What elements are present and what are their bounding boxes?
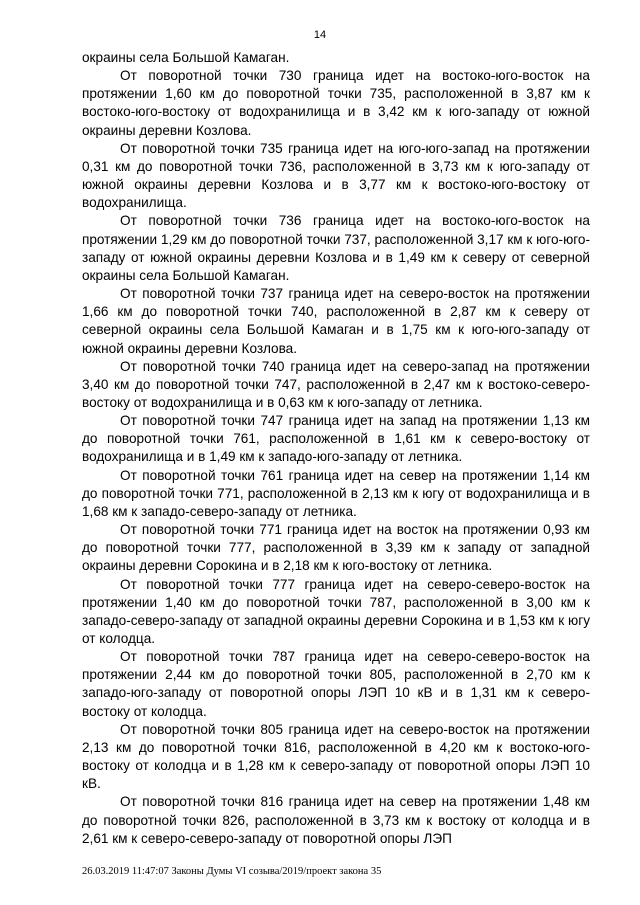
- paragraph: От поворотной точки 747 граница идет на запад на протяжении 1,13 км до поворотной точки 761, расположенной в 1,61 км к северо-востоку от водохранилища и в 1,49 км к западо-юго-западу от летника.: [82, 413, 590, 465]
- paragraph: От поворотной точки 737 граница идет на северо-восток на протяжении 1,66 км до поворотной точки 740, расположенной в 2,87 км к северу от северной окраины села Большой Камаган и в 1,75 км к юго-юго-западу от южной окраины деревни Козлова.: [82, 286, 590, 356]
- paragraph: От поворотной точки 740 граница идет на северо-запад на протяжении 3,40 км до поворотной точки 747, расположенной в 2,47 км к востоко-северо-востоку от водохранилища и в 0,63 км к юго-западу от летника.: [82, 358, 590, 410]
- paragraph: От поворотной точки 761 граница идет на север на протяжении 1,14 км до поворотной точки 771, расположенной в 2,13 км к югу от водохранилища и в 1,68 км к западо-северо-западу от летника.: [82, 467, 590, 519]
- document-body: [82, 49, 590, 848]
- paragraph: От поворотной точки 787 граница идет на северо-северо-восток на протяжении 2,44 км до поворотной точки 805, расположенной в 2,70 км к западо-юго-западу от поворотной опоры ЛЭП 10 кВ и в 1,31 км к северо-востоку от колодца.: [82, 649, 590, 719]
- paragraph: От поворотной точки 805 граница идет на северо-восток на протяжении 2,13 км до поворотной точки 816, расположенной в 4,20 км к востоко-юго-востоку от колодца и в 1,28 км к северо-западу от поворотной опоры ЛЭП 10 кВ.: [82, 721, 590, 792]
- paragraph: От поворотной точки 771 граница идет на восток на протяжении 0,93 км до поворотной точки 777, расположенной в 3,39 км к западу от западной окраины деревни Сорокина и в 2,18 км к юго-востоку от летника.: [82, 522, 590, 574]
- paragraph: окраины села Большой Камаган.: [82, 50, 290, 65]
- paragraph: От поворотной точки 736 граница идет на востоко-юго-восток на протяжении 1,29 км до поворотной точки 737, расположенной 3,17 км к юго-юго-западу от южной окраины деревни Козлова и в 1,49 км к северу от северной окраины села Большой Камаган.: [82, 213, 591, 283]
- paragraph: От поворотной точки 777 граница идет на северо-северо-восток на протяжении 1,40 км до поворотной точки 787, расположенной в 3,00 км к западо-северо-западу от западной окраины деревни Сорокина и в 1,53 км к югу от колодца.: [82, 576, 590, 646]
- paragraph: От поворотной точки 816 граница идет на север на протяжении 1,48 км до поворотной точки 826, расположенной в 3,73 км к востоку от колодца и в 2,61 км к северо-северо-западу от поворотной опоры ЛЭП: [82, 794, 590, 846]
- paragraph: От поворотной точки 730 граница идет на востоко-юго-восток на протяжении 1,60 км до поворотной точки 735, расположенной в 3,87 км к востоко-юго-востоку от водохранилища и в 3,42 км к юго-западу от южной окраины деревни Козлова.: [82, 68, 590, 138]
- document-footer: 26.03.2019 11:47:07 Законы Думы VI созыва/2019/проект закона 35: [82, 866, 382, 877]
- page-number: 14: [313, 29, 327, 41]
- paragraph: От поворотной точки 735 граница идет на юго-юго-запад на протяжении 0,31 км до поворотной точки 736, расположенной в 3,73 км к юго-западу от южной окраины деревни Козлова и в 3,77 км к востоко-юго-востоку от водохранилища.: [82, 140, 590, 211]
